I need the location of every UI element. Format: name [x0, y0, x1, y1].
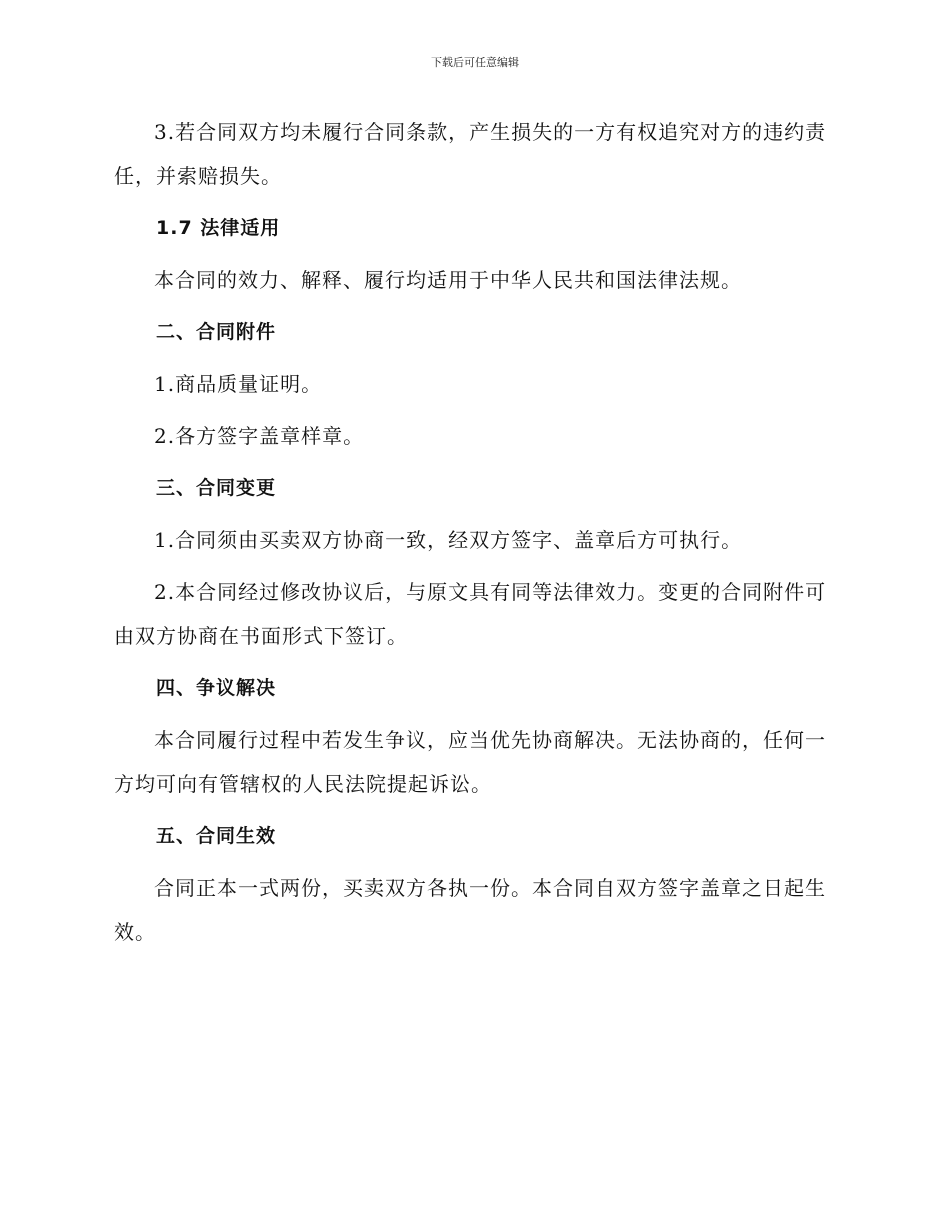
list-item-attachment-2: 2.各方签字盖章样章。 — [154, 424, 365, 448]
heading-amendment: 三、合同变更 — [156, 477, 277, 499]
document-body — [114, 110, 834, 954]
paragraph-dispute-resolution: 本合同履行过程中若发生争议，应当优先协商解决。无法协商的，任何一方均可向有管辖权的人民法院提起诉讼。 — [114, 728, 826, 796]
paragraph-breach-clause: 3.若合同双方均未履行合同条款，产生损失的一方有权追究对方的违约责任，并索赔损失。 — [114, 120, 827, 188]
list-item-amendment-1: 1.合同须由买卖双方协商一致，经双方签字、盖章后方可执行。 — [154, 528, 743, 552]
list-item-amendment-2: 2.本合同经过修改协议后，与原文具有同等法律效力。变更的合同附件可由双方协商在书面形式下签订。 — [114, 580, 827, 648]
list-item-attachment-1: 1.商品质量证明。 — [154, 372, 323, 396]
heading-dispute-resolution: 四、争议解决 — [156, 677, 277, 699]
heading-effectiveness: 五、合同生效 — [156, 825, 277, 847]
paragraph-effectiveness: 合同正本一式两份，买卖双方各执一份。本合同自双方签字盖章之日起生效。 — [114, 876, 826, 944]
page-header: 下载后可任意编辑 — [431, 56, 519, 69]
paragraph-applicable-law: 本合同的效力、解释、履行均适用于中华人民共和国法律法规。 — [154, 268, 742, 292]
heading-applicable-law: 1.7 法律适用 — [156, 217, 281, 239]
heading-attachments: 二、合同附件 — [156, 321, 277, 343]
